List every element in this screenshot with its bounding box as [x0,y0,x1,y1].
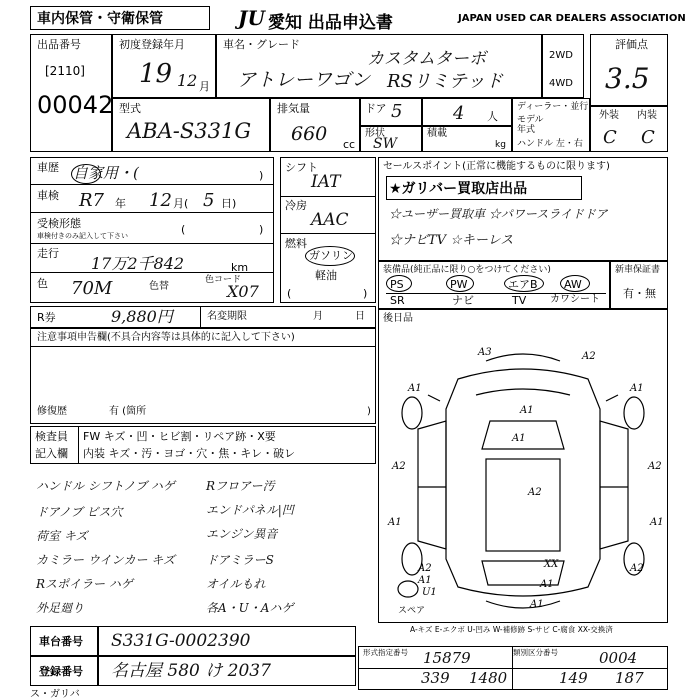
shift-value: IAT [311,172,341,192]
r-ticket-box [30,306,376,328]
capacity-unit: 人 [487,110,498,123]
receipt-label: 受検形態 [37,217,81,230]
ac-value: AAC [311,210,349,230]
model-code-value: ABA-S331G [127,119,252,143]
inspection-day: 5 [203,190,215,211]
sub-value-1: 339 [421,669,450,687]
new-car-warranty-box [610,261,668,309]
damage-mark: XX [544,559,559,570]
form-title-en: JAPAN USED CAR DEALERS ASSOCIATION [458,13,686,24]
ext-label: 外装 [599,110,619,121]
grid-line [280,196,376,197]
drive-4wd: 4WD [549,78,573,89]
shape-box [360,126,422,152]
damage-mark: A1 [520,405,534,416]
lot-box [30,34,112,152]
damage-legend: A-キズ E-エクボ U-凹み W-補修跡 S-サビ C-腐食 XX-交換済 [410,625,613,634]
displacement-unit: cc [343,138,356,151]
receipt-note: 車検付きのみ記入して下さい [37,232,128,240]
equip-tv: TV [512,294,527,307]
grid-line [30,243,274,244]
r-ticket-label: R券 [37,311,56,324]
sales-headline: ★ガリバー買取店出品 [389,181,528,197]
capacity-value: 4 [453,103,465,124]
history-circle [71,164,101,184]
repair-label: 修復歴 [37,406,67,417]
shift-label: シフト [285,161,318,174]
equipment-grid [386,277,606,307]
handle-label: ハンドル 左・右 [517,139,583,149]
plate-value: 名古屋 580 け 2037 [111,661,271,681]
wheel-front-left [402,397,422,429]
vehicle-details-box [30,157,274,303]
grid-line [30,346,376,347]
equip-pw: PW [450,278,468,291]
repair-value: 有 (箇所 [109,406,147,417]
inspection-day-unit: 日) [221,197,237,210]
color-code-label: 色コード [205,275,242,285]
equip-navi: ナビ [452,294,474,307]
body-outline [446,369,600,596]
remark-left: カミラー ウインカー キズ [36,553,176,567]
car-name: アトレーワゴン [237,69,371,91]
lot-small: [2110] [45,64,85,78]
category-number: 0004 [599,649,638,667]
remark-left: 外足廻り [36,601,85,615]
remark-right: 各A・U・Aハゲ [206,601,294,615]
receipt-paren-close: ) [259,223,264,236]
chassis-label: 車台番号 [39,635,83,648]
spare-label: スペア [398,606,426,616]
sales-points-label: セールスポイント(正常に機能するものに限ります) [383,161,610,172]
car-damage-diagram [378,309,668,623]
damage-mark: A1 [540,579,554,590]
grid-line [78,426,79,464]
inspection-era: R7 [79,190,105,211]
r-ticket-value: 9,880円 [111,307,173,326]
score-value: 3.5 [605,62,650,95]
storage-label: 車内保管・守衛保管 [37,11,163,27]
remark-left: 荷室 キズ [36,529,88,543]
registration-year: 19 [139,59,173,89]
load-label: 積載 [427,128,447,139]
history-label: 車歴 [37,161,59,174]
inspection-year-unit: 年 [115,197,126,210]
remark-right: Rフロアー汚 [206,479,275,493]
form-number: 15879 [423,649,471,667]
model-year-a: モデル [517,115,544,125]
grade-text: カスタムターボ [367,49,486,69]
damage-mark: A2 [582,351,596,362]
equip-airbag: エアB [508,278,538,291]
rear-bumper [486,601,560,608]
displacement-box [270,98,360,152]
grid-line [30,212,274,213]
lot-number: 00042 [37,91,114,119]
right-side [600,421,628,549]
damage-mark: A2 [392,461,406,472]
grid-line [280,233,376,234]
plate-value-box [98,656,356,686]
spare-wheel [398,581,418,597]
hood-line [476,389,570,395]
dealer-label: ディーラー・並行 [517,102,589,112]
damage-mark: A1 [630,383,644,394]
remark-right: エンドパネル|凹 [206,503,294,517]
notes-box [30,328,376,424]
sales-headline-frame [386,176,582,200]
new-car-label: 新車保証書 [615,265,661,275]
model-code-label: 型式 [119,102,141,115]
lot-label: 出品番号 [37,38,81,51]
sub-value-4: 187 [615,669,644,687]
name-change-month: 月 [313,311,323,322]
shift-box [280,157,376,303]
color-value: 70M [71,278,113,299]
remarks-area [30,470,376,620]
grade-text-2: RSリミテッド [387,71,503,92]
displacement-label: 排気量 [277,102,310,115]
shape-value: SW [373,136,397,152]
remark-left: ハンドル シフトノブ ハゲ [36,479,175,493]
equip-aw-circle [560,275,590,292]
right-mirror [606,395,618,401]
doors-label: ドア [365,102,387,115]
damage-mark: U1 [422,587,437,598]
ju-logo: JU [238,6,265,30]
fuel-label: 燃料 [285,237,307,250]
model-code-box [112,98,270,152]
footer-text: ス・ガリバ [30,689,80,700]
drive-2wd: 2WD [549,50,573,61]
name-change-day: 日 [355,311,365,322]
int-label: 内装 [637,110,657,121]
plate-label-box [30,656,98,686]
model-name-box [216,34,542,98]
registration-label: 初度登録年月 [119,38,185,51]
sub-value-2: 1480 [469,669,508,687]
chassis-label-box [30,626,98,656]
form-title: 愛知 出品申込書 [268,13,393,33]
inspector-fw: FW キズ・凹・ヒビ割・リペア跡・X要 [83,430,276,443]
mileage-label: 走行 [37,247,59,260]
repair-close: ) [367,406,371,417]
equip-pw-circle [446,275,474,292]
plate-label: 登録番号 [39,665,83,678]
inspection-month: 12 [149,190,172,211]
color-label: 色 [37,277,48,290]
receipt-paren: ( [181,223,186,236]
model-name-label: 車名・グレード [223,38,300,51]
equip-airbag-circle [504,275,544,292]
mileage-value: 17万2千842 [91,254,185,273]
damage-mark: A1 [418,575,432,586]
storage-box [30,6,210,30]
score-box [590,34,668,106]
inspection-label: 車検 [37,189,59,202]
damage-mark: A2 [528,487,542,498]
chassis-value-box [98,626,356,656]
capacity-box [422,98,512,126]
registration-box [112,34,216,98]
front-bumper [486,354,560,361]
form-number-label: 形式指定番号 [363,648,408,657]
inspection-month-unit: 月( [173,197,189,210]
score-label: 評価点 [615,38,648,51]
inspector-inner: 内装 キズ・汚・ヨゴ・穴・焦・キレ・破レ [83,447,296,460]
sales-points-box [378,157,668,261]
notes-label: 注意事項申告欄(不具合内容等は具体的に記入して下さい) [37,332,295,343]
chassis-value: S331G-0002390 [111,631,251,651]
grid-line [200,306,201,328]
registration-month-unit: 月 [199,80,210,93]
inspector-label: 検査員 [35,430,68,443]
sub-value-3: 149 [559,669,588,687]
damage-mark: A2 [630,563,644,574]
registration-month: 12 [177,71,198,90]
inspector-box [30,426,376,464]
dealer-box [512,98,590,152]
ac-label: 冷房 [285,199,307,212]
equip-aw: AW [564,278,582,291]
damage-mark: A1 [408,383,422,394]
remark-right: ドアミラーS [206,553,274,567]
doors-box [360,98,422,126]
left-side [418,421,446,549]
remark-left: ドアノブ ビス穴 [36,505,123,519]
shape-label: 形状 [365,128,385,139]
displacement-value: 660 [291,123,328,145]
equipment-label: 装備品(純正品に限り○をつけてください) [383,265,551,275]
roof [486,459,560,551]
load-unit: kg [495,140,506,150]
equip-ps-circle [386,275,412,292]
mileage-unit: km [231,261,249,274]
damage-mark: A2 [418,563,432,574]
damage-mark: A1 [650,517,664,528]
wheel-front-right [624,397,644,429]
history-value: 自家用・( [73,164,139,182]
history-close: ) [259,169,264,182]
ext-grade: C [603,127,617,148]
sales-line-2: ☆ナビTV ☆キーレス [389,233,514,248]
damage-mark: A3 [478,347,492,358]
doors-value: 5 [391,101,403,122]
remark-right: エンジン異音 [206,527,278,541]
grid-line [386,293,606,294]
remark-left: Rスポイラー ハゲ [36,577,133,591]
grid-line [512,646,513,690]
equip-leather: カワシート [550,294,600,305]
equip-ps: PS [390,278,404,291]
fuel-value: ガソリン [309,249,353,262]
damage-mark: A1 [388,517,402,528]
drive-box [542,34,584,98]
grid-line [30,184,274,185]
fuel-paren-close: ) [363,287,368,300]
rear-label: 後日品 [383,313,413,324]
category-number-label: 類別区分番号 [513,648,558,657]
fuel-paren: ( [287,287,292,300]
color-code: X07 [227,282,259,301]
model-year-b: 年式 [517,125,536,135]
left-mirror [428,395,440,401]
fuel-circle [305,246,355,266]
color-change-label: 色替 [149,281,169,292]
equip-sr: SR [390,294,405,307]
name-change-label: 名変期限 [207,311,247,322]
sales-line-1: ☆ユーザー買取車 ☆パワースライドドア [389,207,608,221]
inspector-label-2: 記入欄 [35,447,68,460]
damage-mark: A2 [648,461,662,472]
ext-int-box [590,106,668,152]
load-box [422,126,512,152]
fuel-value-2: 軽油 [315,269,337,282]
remark-right: オイルもれ [206,577,266,591]
damage-mark: A1 [512,433,526,444]
new-car-value: 有・無 [623,287,656,300]
grid-line [358,668,668,669]
int-grade: C [641,127,655,148]
grid-line [30,272,274,273]
damage-mark: A1 [530,599,544,610]
